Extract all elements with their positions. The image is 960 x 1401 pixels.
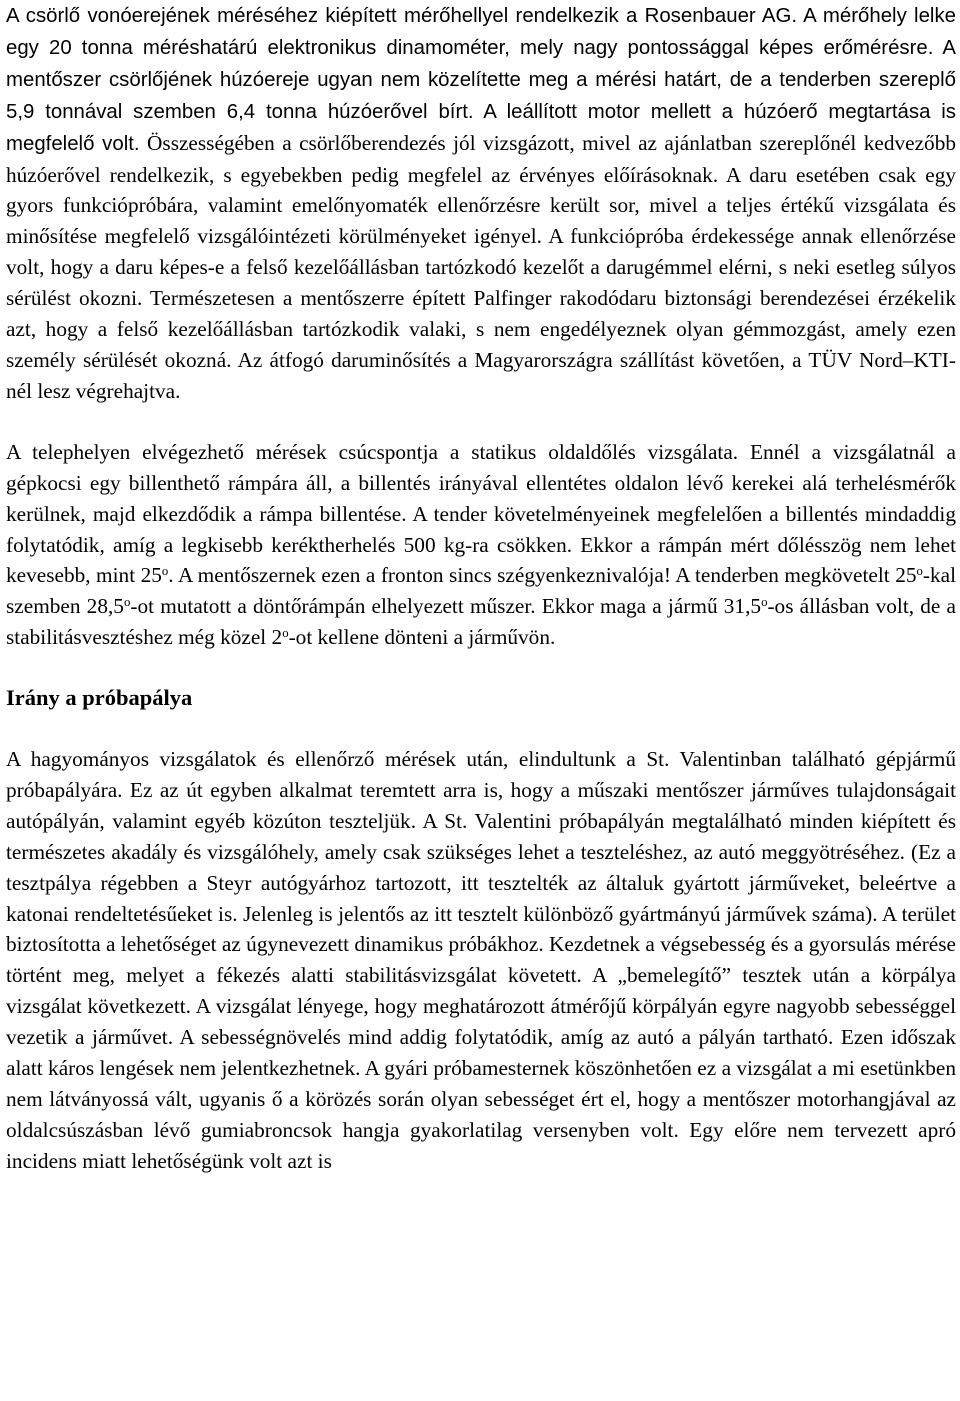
paragraph-winch-lead: A csörlő vonóerejének méréséhez kiépített mérőhellyel rendelkezik a Rosenbauer AG. A mérőhely lelke egy 20 tonna méréshatárú elektronikus dinamométer, mely nagy pontossággal képes erőmérésre. A mentőszer csörlőjének húzóereje ugyan nem közelítette meg a mérési határt, de a tenderben szereplő 5,9 tonnával szemben 6,4 tonna húzóerővel bírt. A leállított motor mellett a húzóerő megtartása is megfelelő volt.: [6, 5, 956, 155]
paragraph-test-track: A hagyományos vizsgálatok és ellenőrző mérések után, elindultunk a St. Valentinban található gépjármű próbapályára. Ez az út egyben alkalmat teremtett arra is, hogy a műszaki mentőszer járműves tulajdonságait autópályán, valamint egyéb közúton teszteljük. A St. Valentini próbapályán megtalálható minden kiépített és természetes akadály és vizsgálóhely, amely csak szükséges lehet a teszteléshez, az autó meggyötréséhez. (Ez a tesztpálya régebben a Steyr autógyárhoz tartozott, itt tesztelték az általuk gyártott járműveket, beleértve a katonai rendeltetésűeket is. Jelenleg is jelentős az itt tesztelt különböző gyártmányú járművek száma). A terület biztosította a lehetőséget az úgynevezett dinamikus próbákhoz. Kezdetnek a végsebesség és a gyorsulás mérése történt meg, melyet a fékezés alatti stabilitásvizsgálat követett. A „bemelegítő” tesztek után a körpálya vizsgálat következett. A vizsgálat lényege, hogy meghatározott átmérőjű körpályán egyre nagyobb sebességgel vezetik a járművet. A sebességnövelés mind addig folytatódik, amíg az autó a pályán tartható. Ezen időszak alatt káros lengések nem jelentkezhetnek. A gyári próbamesternek köszönhetően ez a vizsgálat a mi esetünkben nem látványossá vált, ugyanis ő a körözés során olyan sebességet ért el, hogy a mentőszer motorhangjával az oldalcsúszásban lévő gumiabroncsok hangja gyakorlatilag versenyben volt. Egy előre nem tervezett apró incidens miatt lehetőségünk volt azt is: [6, 747, 956, 1173]
paragraph-tilt-test: [6, 437, 956, 653]
tilt-text-4: -ot mutatott a döntőrámpán elhelyezett műszer. Ekkor maga a jármű 31,5: [130, 594, 762, 619]
paragraph-gap: [6, 714, 956, 744]
paragraph-winch-test: [6, 0, 956, 407]
tilt-text-3: -kal szemben 28,5: [6, 563, 957, 619]
tilt-text-1: A telephelyen elvégezhető mérések csúcspontja a statikus oldaldőlés vizsgálata. Ennél a vizsgálatnál a gépkocsi egy billenthető rámpára áll, a billentés irányával ellentétes oldalon lévő kerekei alá terhelésmérők kerülnek, majd elkezdődik a rámpa billentése. A tender követelményeinek megfelelően a billentés mindaddig folytatódik, amíg a legkisebb keréktherhelés 500 kg-ra csökken. Ekkor a rámpán mért dőlésszög nem lehet kevesebb, mint 25: [6, 439, 956, 588]
degree-mark: o: [161, 564, 169, 579]
section-heading: Irány a próbapálya: [6, 685, 193, 711]
degree-mark: o: [916, 564, 923, 579]
document-page: [6, 0, 956, 1177]
paragraph-gap: [6, 407, 956, 437]
paragraph-winch-body: Összességében a csörlőberendezés jól vizsgázott, mivel az ajánlatban szereplőnél kedvezőbb húzóerővel rendelkezik, s egyebekben pedig megfelel az érvényes előírásoknak. A daru esetében csak egy gyors funkciópróbára, valamint emelőnyomaték ellenőrzésre került sor, mivel a teljes értékű vizsgálata és minősítése megfelelő vizsgálóintézeti körülményeket igényel. A funkciópróba érdekessége annak ellenőrzése volt, hogy a daru képes-e a felső kezelőállásban tartózkodó kezelőt a darugémmel elérni, s neki esetleg súlyos sérülést okozni. Természetesen a mentőszerre épített Palfinger rakodódaru biztonsági berendezései érzékelik azt, hogy a felső kezelőállásban tartózkodik valaki, s nem engedélyeznek olyan gémmozgást, amely ezen személy sérülését okozná. Az átfogó daruminősítés a Magyarországra szállítást követően, a TÜV Nord–KTI-nél lesz végrehajtva.: [6, 130, 956, 403]
tilt-text-2: . A mentőszernek ezen a fronton sincs szégyenkeznivalója! A tenderben megkövetelt 25: [168, 563, 917, 588]
degree-mark: o: [761, 595, 768, 610]
degree-mark: o: [123, 595, 131, 610]
tilt-text-5: -os állásban volt, de a stabilitásvesztéshez még közel 2: [6, 594, 956, 650]
degree-mark: o: [282, 626, 289, 641]
tilt-text-6: -ot kellene dönteni a járművön.: [288, 625, 556, 650]
paragraph-gap: [6, 653, 956, 683]
